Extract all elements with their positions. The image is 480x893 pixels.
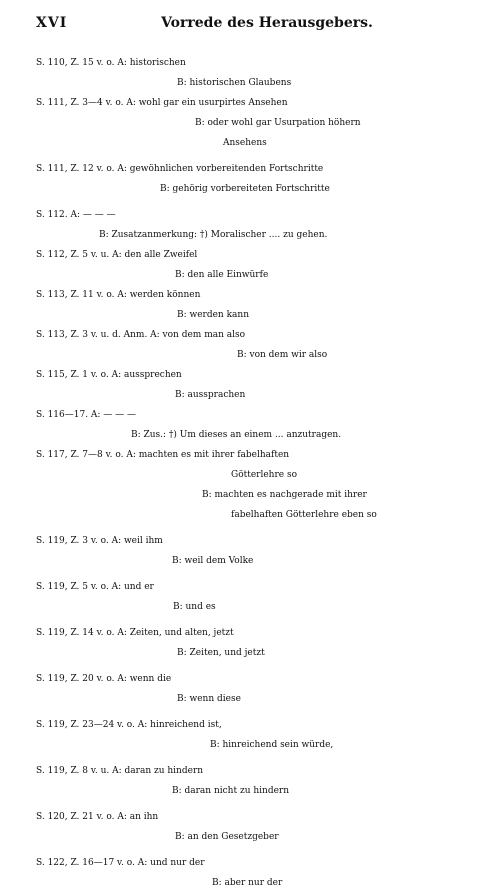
variant-line: S. 113, Z. 3 v. u. d. Anm. A: von dem man also — [36, 330, 246, 340]
variant-line: B: und es — [173, 602, 216, 612]
variant-line: S. 111, Z. 12 v. o. A: gewöhnlichen vorbereitenden Fortschritte — [36, 164, 324, 174]
variant-line: B: werden kann — [177, 310, 249, 320]
variant-readings-list — [0, 53, 480, 893]
variant-line: B: oder wohl gar Usurpation höhern — [195, 118, 361, 128]
variant-line: B: daran nicht zu hindern — [172, 786, 290, 796]
variant-line: B: weil dem Volke — [172, 556, 254, 566]
variant-line: S. 112. A: — — — — [36, 210, 116, 220]
variant-line: B: aber nur der — [212, 878, 283, 888]
variant-line: S. 119, Z. 14 v. o. A: Zeiten, und alten, jetzt — [36, 628, 234, 638]
variant-line: S. 110, Z. 15 v. o. A: historischen — [36, 58, 186, 68]
variant-line: S. 113, Z. 11 v. o. A: werden können — [36, 290, 201, 300]
running-title: Vorrede des Herausgebers. — [161, 15, 373, 31]
page-header — [36, 15, 458, 35]
variant-line: B: an den Gesetzgeber — [175, 832, 279, 842]
variant-line: B: Zusatzanmerkung: †) Moralischer .... zu gehen. — [99, 230, 328, 240]
variant-line: Ansehens — [223, 138, 267, 148]
variant-line: B: gehörig vorbereiteten Fortschritte — [160, 184, 330, 194]
variant-line: Götterlehre so — [231, 470, 297, 480]
variant-line: B: aussprachen — [175, 390, 246, 400]
variant-line: B: hinreichend sein würde, — [210, 740, 334, 750]
variant-line: S. 119, Z. 20 v. o. A: wenn die — [36, 674, 172, 684]
variant-line: B: Zeiten, und jetzt — [177, 648, 265, 658]
variant-line: S. 115, Z. 1 v. o. A: aussprechen — [36, 370, 182, 380]
variant-line: B: von dem wir also — [237, 350, 328, 360]
variant-line: S. 119, Z. 3 v. o. A: weil ihm — [36, 536, 163, 546]
variant-line: S. 119, Z. 8 v. u. A: daran zu hindern — [36, 766, 204, 776]
variant-line: B: Zus.: †) Um dieses an einem ... anzutragen. — [131, 430, 342, 440]
variant-line: S. 120, Z. 21 v. o. A: an ihn — [36, 812, 159, 822]
variant-line: S. 119, Z. 5 v. o. A: und er — [36, 582, 154, 592]
variant-line: S. 112, Z. 5 v. u. A: den alle Zweifel — [36, 250, 198, 260]
variant-line: S. 117, Z. 7—8 v. o. A: machten es mit ihrer fabelhaften — [36, 450, 290, 460]
page-number: XVI — [36, 15, 68, 31]
variant-line: B: den alle Einwürfe — [175, 270, 269, 280]
variant-line: S. 116—17. A: — — — — [36, 410, 137, 420]
variant-line: fabelhaften Götterlehre eben so — [231, 510, 377, 520]
variant-line: B: historischen Glaubens — [177, 78, 292, 88]
variant-line: B: wenn diese — [177, 694, 241, 704]
variant-line: B: machten es nachgerade mit ihrer — [202, 490, 367, 500]
variant-line: S. 119, Z. 23—24 v. o. A: hinreichend ist, — [36, 720, 222, 730]
variant-line: S. 122, Z. 16—17 v. o. A: und nur der — [36, 858, 205, 868]
variant-line: S. 111, Z. 3—4 v. o. A: wohl gar ein usurpirtes Ansehen — [36, 98, 288, 108]
